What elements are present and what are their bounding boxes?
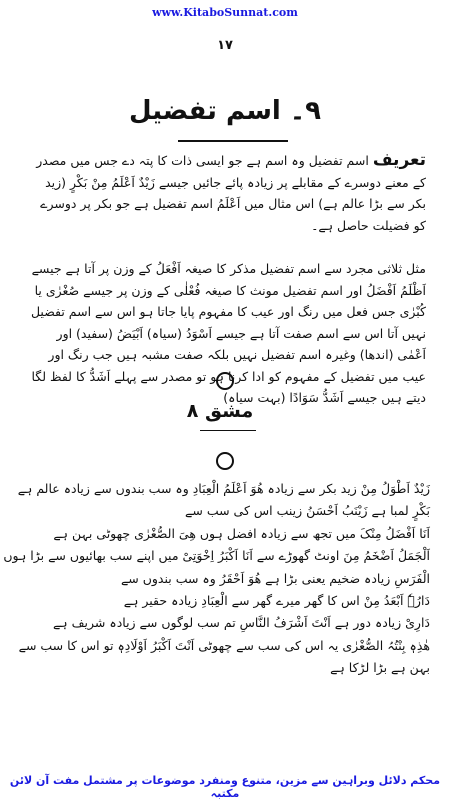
- exercise-line: اَلْجَمَلُ اَضْخَمُ مِنَ اونٹ گھوڑے سے اَنَا اَکْبَرُ اِخْوَتِیْ میں اپنے سب بھائیوں سے بڑا ہوں: [3, 548, 430, 564]
- explanation-text: مثل ثلاثی مجرد سے اسم تفضیل مذکر کا صیغہ اَفْعَلُ کے وزن پر آتا ہے جیسے اَظْلَمُ اَفْضَلُ اور اسم تفضیل مونث کا صیغہ فُعْلٰی کے وزن پر جیسے صُغْرٰی یا کُبْرٰی جس فعل میں رنگ اور عیب کا مفہوم پایا جاتا ہو اس سے اسم تفضیل نہیں آتا اس سے اسم صفت آتا ہے جیسے اَسْوَدُ (سیاہ) اَبْیَضُ (سفید) اور اَعْمٰی (اندھا) وغیرہ اسم تفضیل نہیں بلکہ صفت مشبہ ہیں جب رنگ اور عیب میں تفضیل کے مفہوم کو ادا کرنا ہو تو مصدر سے پہلے اَشَدُّ کا لفظ لگا دیتے ہیں جیسے اَشَدُّ سَوَادًا (بہت سیاہ): [30, 261, 426, 405]
- title-underline: [178, 140, 288, 142]
- definition-label: تعریف: [372, 150, 426, 170]
- circle-divider: [216, 372, 234, 390]
- exercise-list: [3, 478, 430, 680]
- exercise-line: دَارُہٗ اَبْعَدُ مِنْ اس کا گھر میرے گھر سے الْعِبَادِ زیادہ حقیر ہے: [123, 593, 430, 609]
- exercise-line: بہن ہے بڑا لڑکا ہے: [330, 660, 430, 676]
- exercise-line: الْفَرَسِ زیادہ ضخیم یعنی بڑا ہے هُوَ اَحْقَرُ وہ سب بندوں سے: [120, 570, 430, 586]
- page-number: ۱۷: [217, 38, 233, 53]
- site-link[interactable]: www.KitaboSunnat.com: [152, 6, 298, 19]
- exercise-underline: [200, 430, 256, 431]
- exercise-line: اَنَا اَفْضَلُ مِنْکَ میں تجھ سے زیادہ افضل ہوں هِیَ الصُّغْرٰی چھوٹی بہن ہے: [53, 525, 430, 541]
- exercise-line: زَیْدٌ اَطْوَلُ مِنْ زید بکر سے زیادہ هُوَ اَعْلَمُ الْعِبَادِ وہ سب بندوں سے زیادہ عالم ہے: [17, 481, 430, 496]
- exercise-line: بَکْرٍ لمبا ہے زَیْنَبُ اَحْسَنُ زینب اس کی سب سے: [185, 503, 430, 519]
- exercise-line: دَارِیْ زیادہ دور ہے اَنْتَ اَشْرَفُ النَّاسِ تم سب لوگوں سے زیادہ شریف ہے: [52, 615, 430, 631]
- exercise-line: هٰذِہٖ بِنْتُہُ الصُّغْرٰی یہ اس کی سب سے چھوٹی اَنْتَ اَکْبَرُ اَوْلَادِہٖ تو اس کا سب سے: [18, 637, 430, 653]
- circle-divider: [216, 452, 234, 470]
- exercise-heading: مشق ۸: [186, 400, 254, 422]
- definition-text: اسم تفضیل وہ اسم ہے جو ایسی ذات کا پتہ دے جس میں مصدر کے معنے دوسرے کے مقابلے پر زیادہ پائے جائیں جیسے زَیْدٌ اَعْلَمُ مِنْ بَکْرٍ (زید بکر سے بڑا عالم ہے) اس مثال میں اَعْلَمُ اسم تفضیل ہے جو بکر پر دوسرے کو فضیلت حاصل ہے۔: [36, 153, 426, 233]
- definition-paragraph: [26, 150, 426, 236]
- footer-text: محکم دلائل وبراہین سے مزین، متنوع ومنفرد موضوعات پر مشتمل مفت آن لائن مکتبہ: [9, 774, 441, 800]
- chapter-title: ۹۔ اسم تفضیل: [129, 96, 321, 126]
